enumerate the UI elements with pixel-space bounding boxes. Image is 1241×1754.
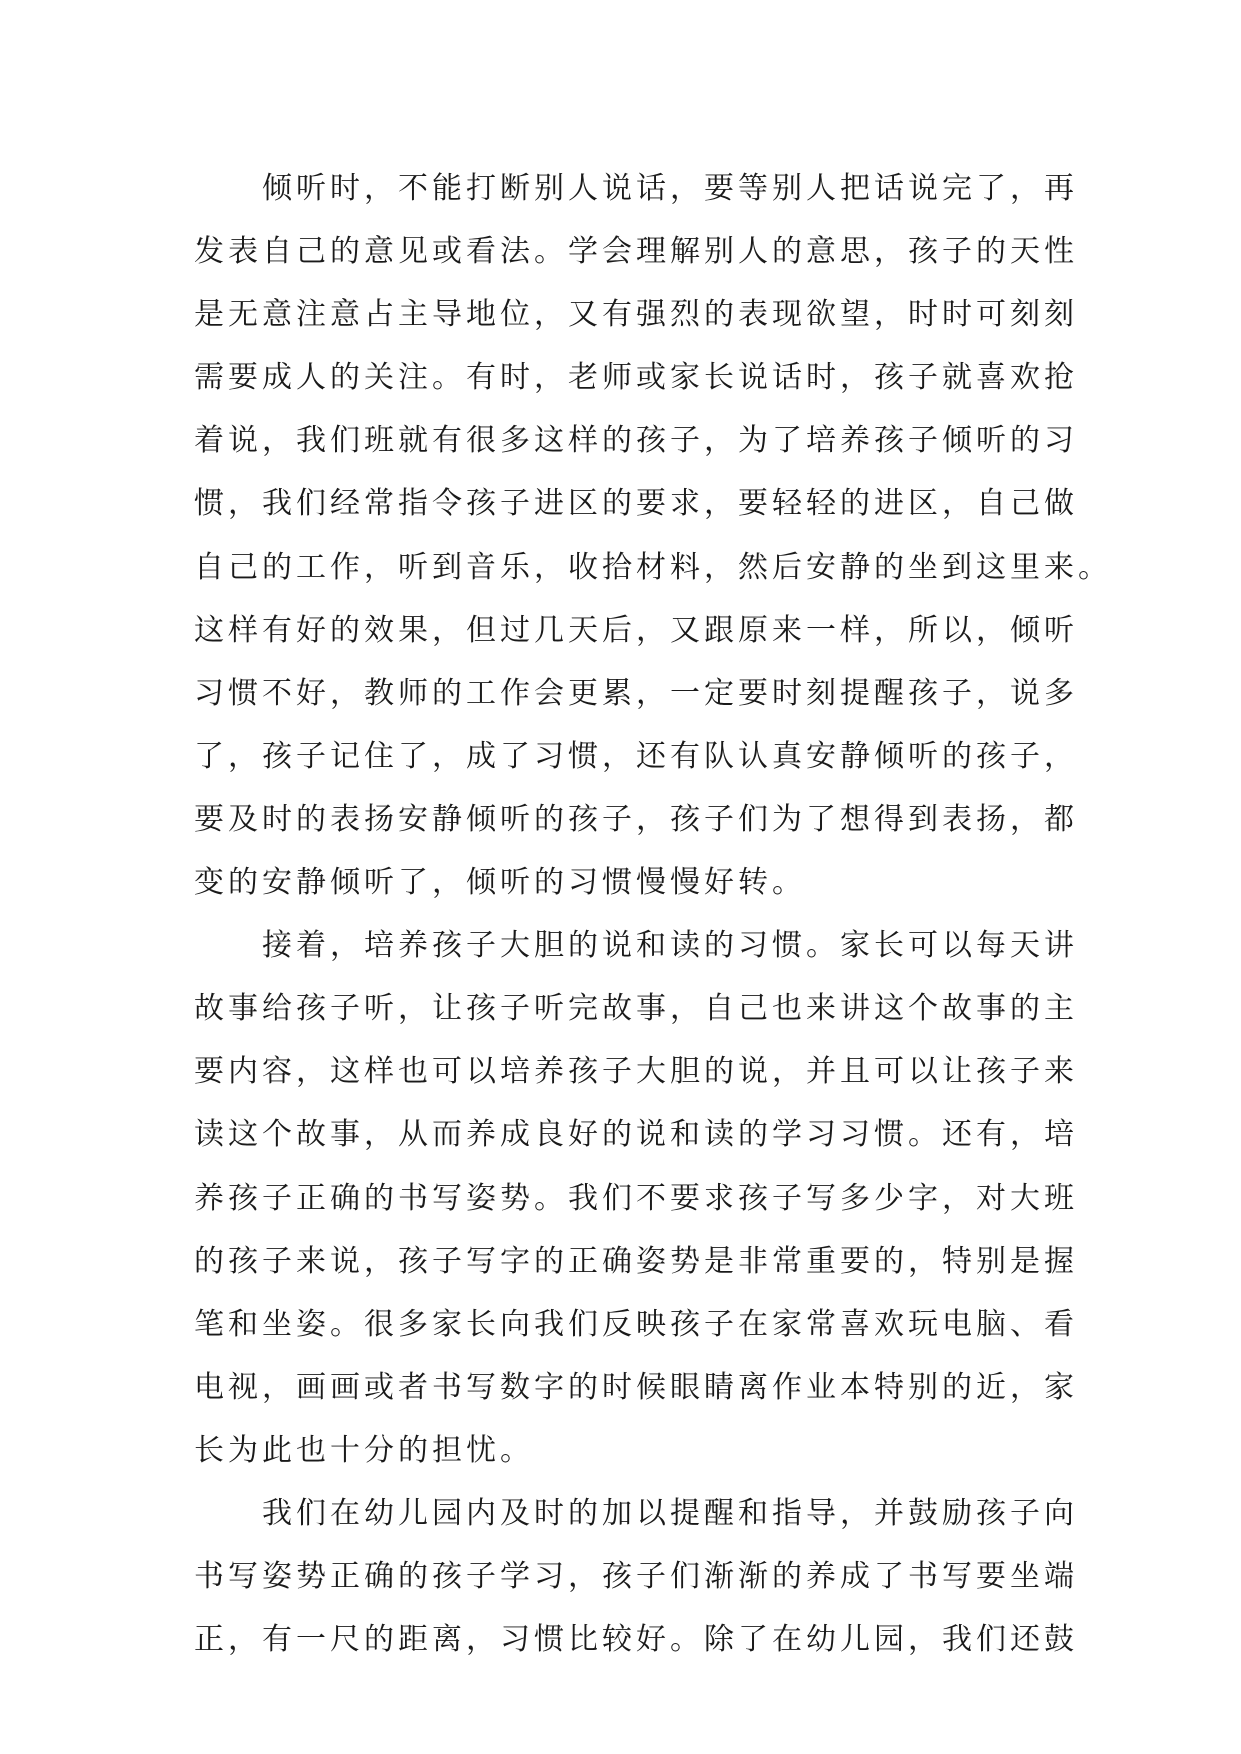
text-line: 接着，培养孩子大胆的说和读的习惯。家长可以每天讲 [194, 928, 1078, 964]
text-line: 了，孩子记住了，成了习惯，还有队认真安静倾听的孩子， [194, 738, 1078, 774]
text-line: 要内容，这样也可以培养孩子大胆的说，并且可以让孩子来 [194, 1054, 1078, 1090]
text-line: 变的安静倾听了，倾听的习惯慢慢好转。 [194, 865, 806, 901]
text-line: 发表自己的意见或看法。学会理解别人的意思，孩子的天性 [194, 234, 1078, 270]
text-line: 长为此也十分的担忧。 [194, 1432, 534, 1468]
paragraph-2 [194, 914, 1078, 1482]
text-line: 笔和坐姿。很多家长向我们反映孩子在家常喜欢玩电脑、看 [194, 1306, 1078, 1342]
text-line: 故事给孩子听，让孩子听完故事，自己也来讲这个故事的主 [194, 991, 1078, 1027]
text-line: 倾听时，不能打断别人说话，要等别人把话说完了，再 [194, 171, 1078, 206]
paragraph-3 [194, 1482, 1078, 1671]
paragraph-1 [194, 157, 1112, 914]
text-line: 需要成人的关注。有时，老师或家长说话时，孩子就喜欢抢 [194, 360, 1078, 396]
text-line: 自己的工作，听到音乐，收拾材料，然后安静的坐到这里来。 [194, 549, 1112, 585]
text-line: 养孩子正确的书写姿势。我们不要求孩子写多少字，对大班 [194, 1180, 1078, 1216]
body-text [194, 157, 1112, 1671]
text-line: 这样有好的效果，但过几天后，又跟原来一样，所以，倾听 [194, 612, 1078, 648]
text-line: 正，有一尺的距离，习惯比较好。除了在幼儿园，我们还鼓 [194, 1622, 1078, 1658]
text-line: 是无意注意占主导地位，又有强烈的表现欲望，时时可刻刻 [194, 297, 1078, 333]
text-line: 我们在幼儿园内及时的加以提醒和指导，并鼓励孩子向 [194, 1495, 1078, 1531]
text-line: 习惯不好，教师的工作会更累，一定要时刻提醒孩子，说多 [194, 675, 1078, 711]
text-line: 要及时的表扬安静倾听的孩子，孩子们为了想得到表扬，都 [194, 801, 1078, 837]
text-line: 书写姿势正确的孩子学习，孩子们渐渐的养成了书写要坐端 [194, 1559, 1078, 1595]
text-line: 惯，我们经常指令孩子进区的要求，要轻轻的进区，自己做 [194, 486, 1078, 522]
text-line: 电视，画画或者书写数字的时候眼睛离作业本特别的近，家 [194, 1369, 1078, 1405]
text-line: 着说，我们班就有很多这样的孩子，为了培养孩子倾听的习 [194, 423, 1078, 459]
text-line: 读这个故事，从而养成良好的说和读的学习习惯。还有，培 [194, 1117, 1078, 1153]
text-line: 的孩子来说，孩子写字的正确姿势是非常重要的，特别是握 [194, 1243, 1078, 1279]
